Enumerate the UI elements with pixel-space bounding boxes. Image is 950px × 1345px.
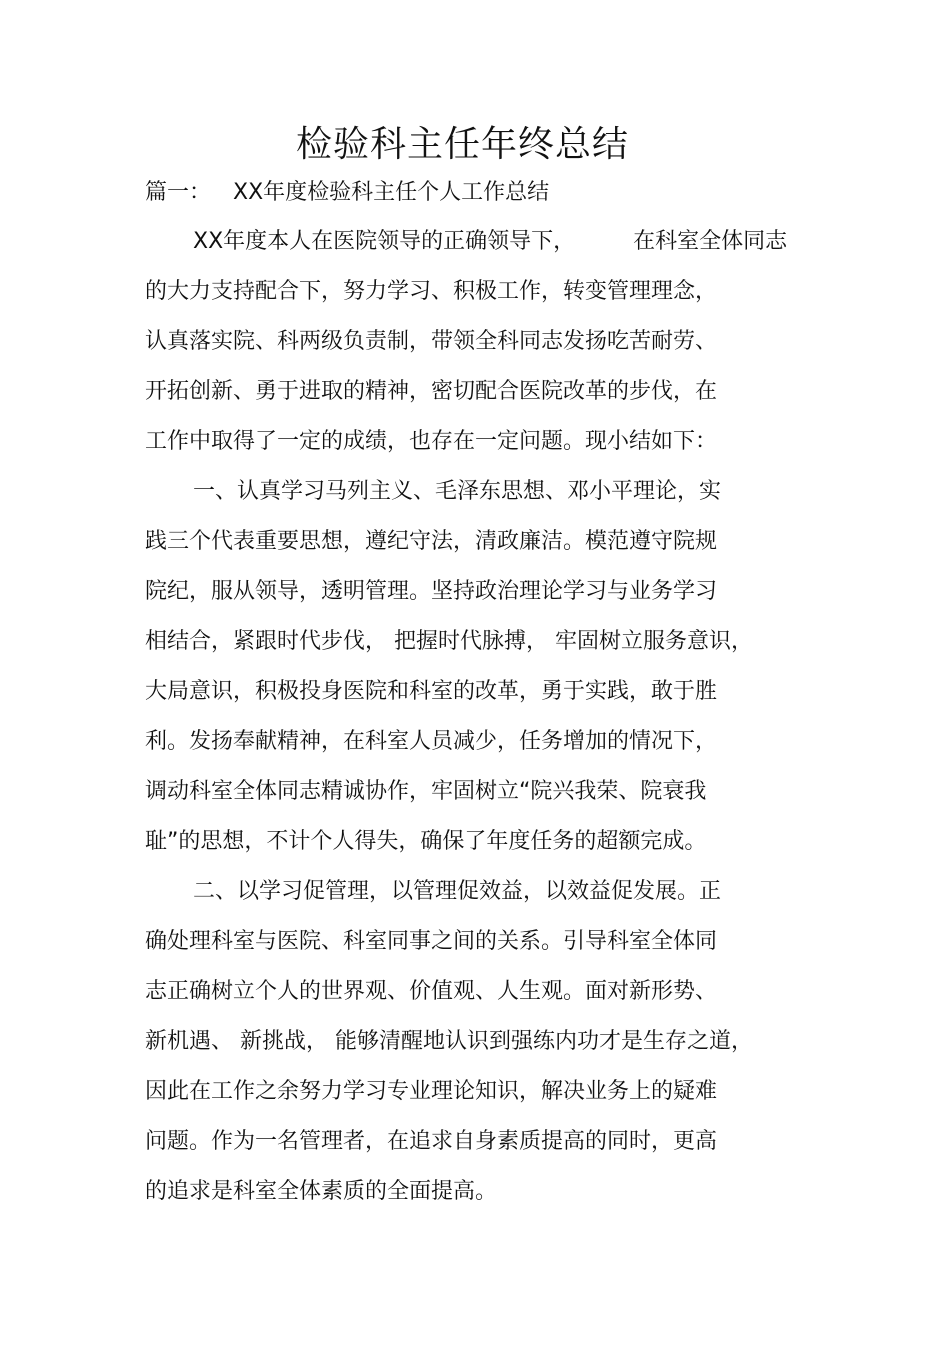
paragraph-line: 的大力支持配合下，努力学习、积极工作，转变管理理念， — [145, 279, 718, 304]
paragraph-line: 工作中取得了一定的成绩，也存在一定问题。现小结如下： — [145, 429, 718, 454]
subtitle-prefix: 篇一： — [145, 180, 212, 205]
paragraph-line: 开拓创新、勇于进取的精神，密切配合医院改革的步伐，在 — [145, 379, 718, 404]
paragraph-line: 新机遇、 新挑战， 能够清醒地认识到强练内功才是生存之道， — [145, 1029, 753, 1054]
paragraph-line: 的追求是科室全体素质的全面提高。 — [145, 1179, 498, 1204]
paragraph-line: 认真落实院、科两级负责制，带领全科同志发扬吃苦耐劳、 — [145, 329, 718, 354]
paragraph-line: 利。发扬奉献精神，在科室人员减少，任务增加的情况下， — [145, 729, 718, 754]
paragraph-line: 一、认真学习马列主义、毛泽东思想、邓小平理论，实 — [193, 479, 722, 504]
document-subtitle — [145, 176, 549, 210]
paragraph-line: 大局意识，积极投身医院和科室的改革，勇于实践，敢于胜 — [145, 679, 718, 704]
paragraph-line: 耻”的思想，不计个人得失，确保了年度任务的超额完成。 — [145, 829, 707, 854]
paragraph-line: 确处理科室与医院、科室同事之间的关系。引导科室全体同 — [145, 929, 718, 954]
paragraph-line: 院纪，服从领导，透明管理。坚持政治理论学习与业务学习 — [145, 579, 718, 604]
paragraph-line — [193, 225, 787, 259]
paragraph-line: 因此在工作之余努力学习专业理论知识，解决业务上的疑难 — [145, 1079, 718, 1104]
paragraph-line: 相结合，紧跟时代步伐， 把握时代脉搏， 牢固树立服务意识， — [145, 629, 753, 654]
paragraph-line-part: 在科室全体同志 — [633, 229, 788, 254]
paragraph-line: 调动科室全体同志精诚协作，牢固树立“院兴我荣、院衰我 — [145, 779, 707, 804]
subtitle-text: XX年度检验科主任个人工作总结 — [233, 180, 550, 205]
paragraph-line: 志正确树立个人的世界观、价值观、人生观。面对新形势、 — [145, 979, 718, 1004]
paragraph-line: 问题。作为一名管理者，在追求自身素质提高的同时，更高 — [145, 1129, 718, 1154]
paragraph-line: 二、以学习促管理，以管理促效益，以效益促发展。正 — [193, 879, 722, 904]
paragraph-line: 践三个代表重要思想，遵纪守法，清政廉洁。模范遵守院规 — [145, 529, 718, 554]
paragraph-line-part: XX年度本人在医院领导的正确领导下， — [193, 229, 576, 254]
document-title: 检验科主任年终总结 — [295, 124, 629, 165]
